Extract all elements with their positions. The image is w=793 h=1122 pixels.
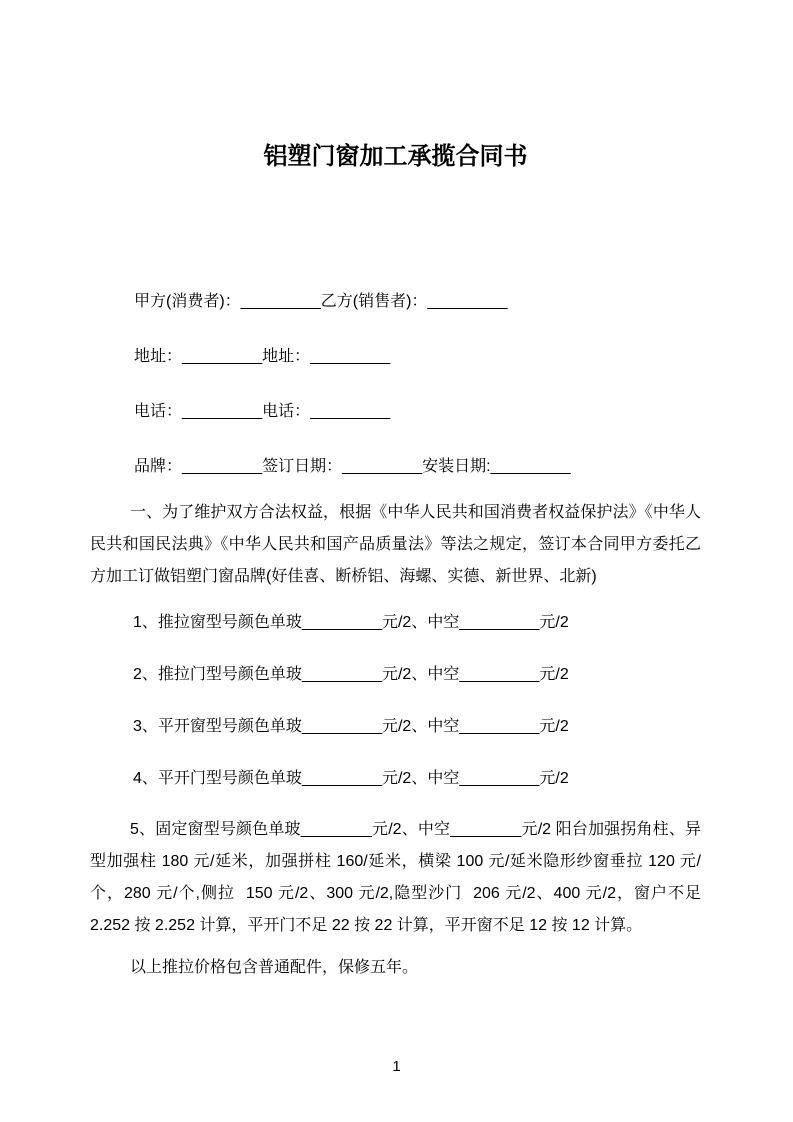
warranty-note: 以上推拉价格包含普通配件，保修五年。 [130, 959, 419, 976]
price-item-sliding-window: 1、推拉窗型号颜色单玻_________元/2、中空_________元/2 [133, 614, 569, 631]
phone-line: 电话：_________电话：_________ [134, 403, 391, 420]
price-item-casement-window: 3、平开窗型号颜色单玻_________元/2、中空_________元/2 [133, 718, 569, 735]
page-number: 1 [392, 1058, 401, 1075]
address-line: 地址：_________地址：_________ [134, 348, 391, 365]
price-item-casement-door: 4、平开门型号颜色单玻_________元/2、中空_________元/2 [133, 770, 569, 787]
clause-intro: 一、为了维护双方合法权益，根据《中华人民共和国消费者权益保护法》《中华人民共和国民法典》《中华人民共和国产品质量法》等法之规定，签订本合同甲方委托乙方加工订做铝塑门窗品牌(好佳喜、断桥铝、海螺、实德、新世界、北新) [90, 504, 701, 585]
party-line: 甲方(消费者)：_________乙方(销售者)：_________ [134, 293, 508, 310]
clause-fixed-window-pricing: 5、固定窗型号颜色单玻________元/2、中空________元/2 阳台加强拐角柱、异型加强柱 180 元/延米，加强拼柱 160/延米，横梁 100 元/延米隐形纱窗垂拉 120 元/个，280 元/个,侧拉 150 元/2、300 元/2,隐型沙门 206 元/2、400 元/2，窗户不足 2.252 按 2.252 计算，平开门不足 22 按 22 计算，平开窗不足 12 按 12 计算。 [90, 821, 706, 934]
brand-date-line: 品牌：_________签订日期：_________安装日期:_________ [134, 458, 571, 475]
document-title: 铝塑门窗加工承揽合同书 [263, 143, 528, 170]
price-item-sliding-door: 2、推拉门型号颜色单玻_________元/2、中空_________元/2 [133, 666, 569, 683]
